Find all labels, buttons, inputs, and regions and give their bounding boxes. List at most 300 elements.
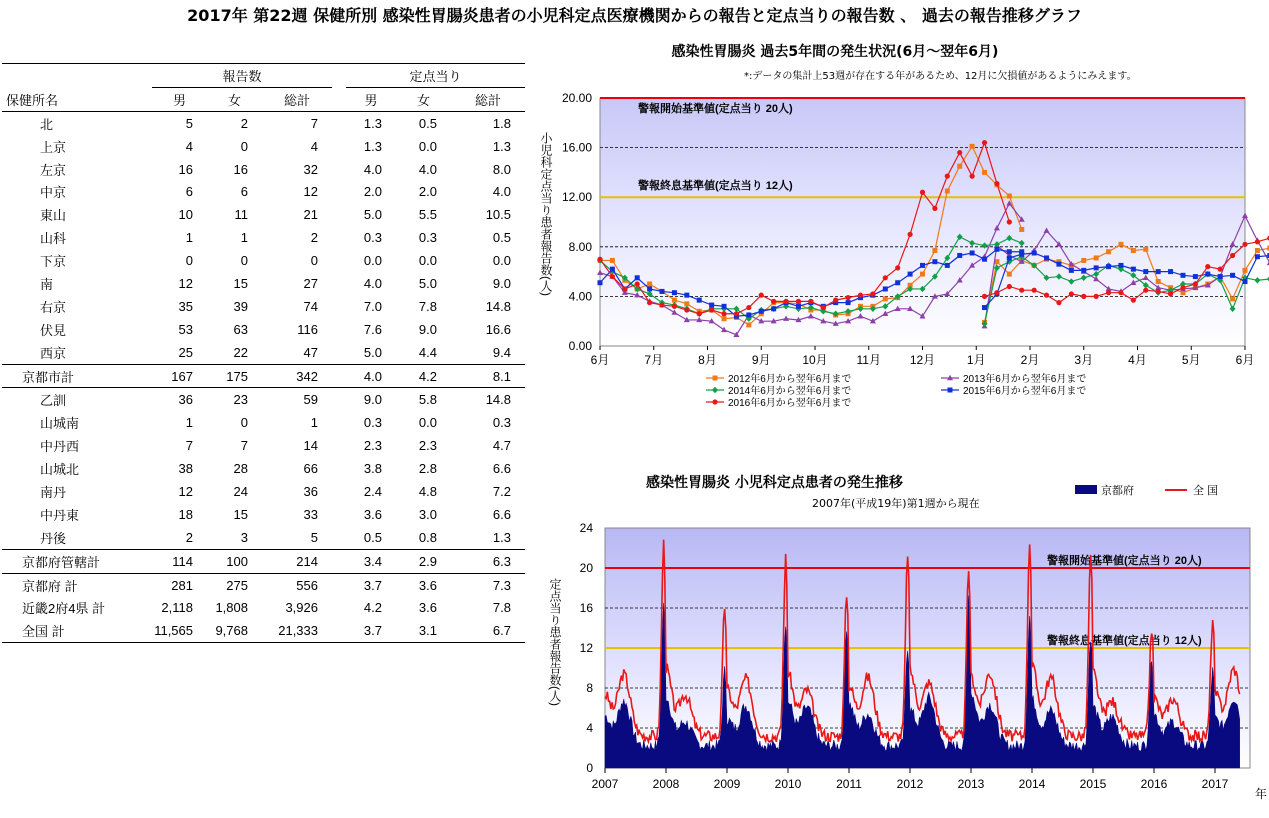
row-value-t: 21: [303, 207, 318, 223]
row-value-pf: 4.4: [418, 344, 437, 360]
row-value-pt: 0.0: [492, 253, 511, 269]
data-point: [1007, 193, 1012, 198]
x-tick-label: 2012: [896, 777, 924, 791]
data-point: [1019, 252, 1024, 257]
row-value-m: 6: [185, 184, 193, 200]
row-value-pf: 0.0: [418, 138, 437, 154]
row-value-pt: 10.5: [485, 207, 511, 223]
data-point: [1255, 248, 1260, 253]
row-value-pt: 14.8: [485, 392, 511, 408]
data-point: [746, 322, 751, 327]
data-point: [1230, 273, 1235, 278]
data-point: [1230, 253, 1235, 258]
data-point: [1094, 265, 1099, 270]
row-value-pm: 1.3: [363, 115, 382, 131]
row-name: 南丹: [40, 484, 67, 500]
row-value-m: 16: [178, 161, 193, 177]
data-point: [895, 265, 900, 270]
row-name: 右京: [40, 299, 67, 315]
legend-label: 全 国: [1193, 485, 1219, 497]
table-row: [2, 526, 525, 549]
row-value-f: 63: [233, 321, 248, 337]
data-point: [957, 253, 962, 258]
data-point: [870, 291, 875, 296]
data-point: [1118, 242, 1123, 247]
data-point: [920, 190, 925, 195]
data-point: [796, 304, 801, 309]
data-point: [647, 300, 652, 305]
row-value-pf: 0.8: [418, 529, 437, 545]
row-value-pt: 9.4: [492, 344, 511, 360]
x-tick-label: 2009: [713, 777, 741, 791]
row-value-t: 214: [296, 553, 318, 569]
row-value-m: 281: [171, 577, 193, 593]
data-point: [1106, 249, 1111, 254]
x-tick-label: 2007: [591, 777, 619, 791]
threshold-label: 警報開始基準値(定点当り 20人): [638, 103, 793, 115]
table-row: [2, 549, 525, 573]
row-value-t: 116: [297, 321, 318, 337]
row-value-t: 21,333: [278, 623, 318, 639]
y-tick-label: 16.00: [561, 140, 592, 155]
data-point: [957, 164, 962, 169]
row-name: 上京: [40, 139, 67, 155]
row-value-pf: 7.8: [418, 298, 437, 314]
row-value-f: 0: [240, 138, 248, 154]
data-point: [697, 298, 702, 303]
row-value-t: 74: [303, 298, 318, 314]
x-tick-label: 2011: [836, 777, 862, 791]
row-value-f: 24: [233, 483, 248, 499]
row-value-t: 3,926: [285, 600, 318, 616]
row-value-m: 7: [185, 438, 193, 454]
data-point: [1007, 284, 1012, 289]
row-value-t: 32: [303, 161, 318, 177]
data-point: [783, 299, 788, 304]
data-point: [1032, 288, 1037, 293]
page-title: 2017年 第22週 保健所別 感染性胃腸炎患者の小児科定点医療機関からの報告と定点当りの報告数 、 過去の報告推移グラフ: [187, 6, 1082, 25]
row-name: 中丹西: [40, 439, 80, 455]
chart1-legend: [706, 372, 1086, 409]
row-value-pm: 0.3: [363, 230, 382, 246]
data-point: [1143, 247, 1148, 252]
column-header-total: 総計: [262, 87, 332, 111]
data-point: [610, 274, 615, 279]
table-row: [2, 411, 525, 434]
row-name: 全国 計: [22, 624, 65, 640]
row-value-pm: 9.0: [363, 392, 382, 408]
legend-label: 京都府: [1101, 485, 1134, 497]
row-name: 中丹東: [40, 507, 80, 523]
x-tick-label: 2014: [1018, 777, 1046, 791]
row-value-m: 38: [178, 461, 193, 477]
data-point: [1106, 290, 1111, 295]
y-axis-label: 小児科定点当り患者報告数(人): [539, 132, 553, 296]
column-header-total-per-point: 総計: [451, 87, 525, 111]
row-name: 下京: [40, 254, 67, 270]
row-value-pm: 5.0: [363, 344, 382, 360]
y-tick-label: 24: [579, 521, 593, 535]
data-point: [684, 301, 689, 306]
chart1-five-year-comparison: [530, 88, 1269, 418]
data-point: [684, 293, 689, 298]
data-point: [1007, 249, 1012, 254]
data-point: [684, 307, 689, 312]
y-tick-label: 0.00: [568, 339, 592, 353]
data-point: [945, 174, 950, 179]
data-point: [1131, 298, 1136, 303]
row-value-pm: 3.7: [363, 623, 382, 639]
data-point: [982, 294, 987, 299]
row-value-pt: 7.2: [492, 483, 511, 499]
row-value-m: 25: [178, 344, 193, 360]
y-tick-label: 4.00: [568, 289, 592, 304]
row-value-pf: 3.6: [418, 577, 437, 593]
data-point: [635, 275, 640, 280]
row-value-t: 59: [303, 392, 318, 408]
table-row: [2, 135, 525, 158]
data-point: [994, 247, 999, 252]
data-point: [1255, 239, 1260, 244]
x-tick-label: 2015: [1079, 777, 1107, 791]
data-point: [659, 302, 664, 307]
row-value-pm: 4.0: [363, 368, 382, 384]
data-point: [635, 281, 640, 286]
row-name: 南: [40, 276, 54, 292]
row-name: 山城北: [40, 462, 80, 478]
data-point: [1007, 272, 1012, 277]
row-value-pm: 4.2: [363, 600, 382, 616]
data-point: [883, 275, 888, 280]
data-point: [846, 300, 851, 305]
row-value-pf: 4.2: [418, 368, 437, 384]
row-value-f: 7: [240, 438, 248, 454]
table-row: [2, 573, 525, 596]
row-value-f: 9,768: [215, 623, 248, 639]
data-point: [945, 263, 950, 268]
row-value-m: 12: [178, 275, 193, 291]
table-row: [2, 364, 525, 388]
data-point: [1019, 288, 1024, 293]
data-point: [1081, 268, 1086, 273]
data-point: [597, 257, 602, 262]
y-tick-label: 12: [579, 641, 593, 655]
row-name: 京都府管轄計: [22, 554, 101, 570]
x-tick-label: 2010: [774, 777, 802, 791]
row-value-pm: 5.0: [363, 207, 382, 223]
row-value-m: 4: [185, 138, 193, 154]
data-point: [712, 387, 718, 393]
data-point: [883, 296, 888, 301]
row-value-pt: 16.6: [485, 321, 511, 337]
row-value-f: 275: [226, 577, 248, 593]
table-row: [2, 318, 525, 341]
row-value-pf: 0.0: [418, 253, 437, 269]
legend-label: 2012年6月から翌年6月まで: [728, 374, 852, 385]
row-value-t: 33: [303, 506, 318, 522]
x-tick-label: 11月: [856, 353, 881, 367]
data-point: [1118, 290, 1123, 295]
y-axis-label: 定点当り患者報告数(人): [548, 578, 562, 706]
row-value-f: 6: [240, 184, 248, 200]
row-name: 丹後: [40, 530, 67, 546]
data-point: [821, 305, 826, 310]
table-row: [2, 480, 525, 503]
row-value-pf: 3.0: [418, 506, 437, 522]
data-point: [808, 299, 813, 304]
row-name: 山科: [40, 231, 67, 247]
row-value-f: 23: [233, 392, 248, 408]
row-name: 乙訓: [40, 393, 67, 409]
table-row: [2, 596, 525, 619]
data-point: [713, 376, 718, 381]
header-blank: [2, 64, 152, 88]
threshold-label: 警報終息基準値(定点当り 12人): [1047, 635, 1202, 647]
table-row: [2, 503, 525, 526]
row-value-pm: 3.7: [363, 577, 382, 593]
row-value-pf: 5.5: [418, 207, 437, 223]
data-point: [1205, 272, 1210, 277]
data-point: [982, 305, 987, 310]
data-point: [722, 304, 727, 309]
data-point: [845, 295, 850, 300]
row-value-pf: 2.3: [418, 438, 437, 454]
data-point: [833, 298, 838, 303]
data-point: [970, 174, 975, 179]
row-value-t: 14: [303, 438, 318, 454]
legend-label: 2016年6月から翌年6月まで: [728, 398, 852, 409]
chart1-note: *:データの集計上53週が存在する年があるため、12月に欠損値があるようにみえます。: [744, 71, 1137, 82]
data-point: [1180, 273, 1185, 278]
data-point: [672, 304, 677, 309]
x-tick-label: 8月: [698, 353, 717, 367]
data-point: [610, 267, 615, 272]
data-point: [948, 388, 953, 393]
row-value-pf: 2.0: [418, 184, 437, 200]
row-value-f: 2: [240, 115, 248, 131]
row-value-m: 1: [185, 230, 193, 246]
row-value-f: 28: [233, 461, 248, 477]
table-row: [2, 180, 525, 203]
data-point: [932, 248, 937, 253]
data-point: [1168, 269, 1173, 274]
data-point: [672, 290, 677, 295]
y-tick-label: 4: [586, 721, 593, 735]
data-point: [672, 298, 677, 303]
row-name: 東山: [40, 208, 67, 224]
y-tick-label: 20.00: [561, 91, 592, 105]
row-name: 京都府 計: [22, 578, 78, 594]
row-value-m: 18: [178, 506, 193, 522]
row-name: 伏見: [40, 322, 67, 338]
row-value-pm: 3.6: [363, 506, 382, 522]
data-point: [982, 170, 987, 175]
data-point: [994, 290, 999, 295]
row-value-f: 1,808: [215, 600, 248, 616]
row-value-m: 0: [185, 253, 193, 269]
row-value-f: 16: [233, 161, 248, 177]
data-point: [1069, 291, 1074, 296]
row-value-pm: 7.0: [363, 298, 382, 314]
data-point: [1081, 294, 1086, 299]
data-point: [759, 309, 764, 314]
data-point: [920, 263, 925, 268]
column-header-female-per-point: 女: [396, 87, 451, 111]
row-value-m: 11,565: [154, 623, 193, 639]
data-point: [1143, 269, 1148, 274]
data-point: [709, 303, 714, 308]
row-name: 北: [40, 116, 54, 132]
row-value-pm: 4.0: [363, 275, 382, 291]
data-point: [1156, 279, 1161, 284]
x-tick-label: 12月: [909, 353, 936, 367]
x-tick-label: 10月: [802, 353, 828, 367]
row-value-f: 15: [233, 506, 248, 522]
data-point: [1019, 227, 1024, 232]
legend-label: 2014年6月から翌年6月まで: [728, 386, 852, 397]
row-value-pm: 2.3: [363, 438, 382, 454]
data-point: [895, 280, 900, 285]
data-point: [1032, 251, 1037, 256]
data-point: [1118, 263, 1123, 268]
row-value-t: 2: [310, 230, 318, 246]
data-point: [1131, 248, 1136, 253]
data-point: [712, 399, 717, 404]
data-point: [1230, 296, 1235, 301]
table-row: [2, 272, 525, 295]
y-tick-label: 8.00: [568, 239, 592, 254]
chart1-title: 感染性胃腸炎 過去5年間の発生状況(6月～翌年6月): [671, 44, 999, 60]
data-point: [920, 272, 925, 277]
table-row: [2, 203, 525, 226]
chart2-title: 感染性胃腸炎 小児科定点患者の発生推移: [646, 475, 903, 491]
data-point: [1255, 254, 1260, 259]
data-point: [1056, 300, 1061, 305]
data-point: [1044, 293, 1049, 298]
row-value-pt: 9.0: [492, 275, 511, 291]
row-value-pf: 3.6: [418, 600, 437, 616]
data-point: [771, 306, 776, 311]
row-value-t: 12: [303, 184, 318, 200]
row-value-pm: 7.6: [363, 321, 382, 337]
row-value-m: 2,118: [161, 600, 193, 616]
data-point: [907, 232, 912, 237]
row-value-f: 3: [240, 529, 248, 545]
row-value-pt: 8.1: [492, 368, 511, 384]
data-point: [1131, 267, 1136, 272]
row-value-pt: 8.0: [492, 161, 511, 177]
y-tick-label: 8: [586, 681, 593, 695]
data-point: [722, 316, 727, 321]
x-tick-label: 3月: [1074, 353, 1094, 367]
data-point: [1156, 289, 1161, 294]
data-point: [932, 259, 937, 264]
row-name: 京都市計: [22, 369, 75, 385]
row-value-f: 0: [240, 415, 248, 431]
row-value-f: 39: [233, 298, 248, 314]
health-center-table: [2, 63, 525, 643]
data-point: [945, 189, 950, 194]
column-header-female: 女: [207, 87, 262, 111]
row-value-pf: 4.0: [418, 161, 437, 177]
row-name: 中京: [40, 185, 67, 201]
row-value-pt: 1.3: [492, 529, 511, 545]
row-value-pm: 0.0: [363, 253, 382, 269]
data-point: [970, 144, 975, 149]
row-value-f: 0: [240, 253, 248, 269]
y-tick-label: 12.00: [561, 190, 592, 205]
data-point: [796, 299, 801, 304]
row-value-m: 1: [185, 415, 193, 431]
row-value-pt: 4.7: [492, 438, 511, 454]
row-value-pt: 7.8: [492, 600, 511, 616]
row-value-t: 5: [310, 529, 318, 545]
row-value-f: 22: [233, 344, 248, 360]
threshold-label: 警報開始基準値(定点当り 20人): [1047, 555, 1202, 567]
data-point: [1254, 277, 1260, 283]
row-value-pm: 0.5: [363, 529, 382, 545]
column-header-male: 男: [152, 87, 207, 111]
data-point: [709, 307, 714, 312]
table-row: [2, 434, 525, 457]
data-point: [1243, 268, 1248, 273]
data-point: [982, 140, 987, 145]
data-point: [1007, 219, 1012, 224]
row-value-pt: 4.0: [492, 184, 511, 200]
row-value-pt: 0.5: [492, 230, 511, 246]
row-value-m: 167: [171, 368, 193, 384]
row-value-pf: 0.5: [418, 115, 437, 131]
row-value-t: 27: [303, 275, 318, 291]
data-point: [1242, 242, 1247, 247]
data-point: [647, 282, 652, 287]
data-point: [1218, 274, 1223, 279]
data-point: [647, 286, 652, 291]
row-value-m: 2: [185, 529, 193, 545]
row-value-t: 1: [310, 415, 318, 431]
y-tick-label: 16: [579, 601, 593, 615]
row-value-pt: 6.6: [492, 506, 511, 522]
data-point: [660, 289, 665, 294]
x-tick-label: 2月: [1020, 353, 1040, 367]
group-header-reports: 報告数: [152, 64, 332, 88]
row-value-pm: 2.4: [363, 483, 382, 499]
row-value-m: 35: [178, 298, 193, 314]
data-point: [1143, 288, 1148, 293]
row-value-pf: 5.0: [418, 275, 437, 291]
data-point: [1218, 267, 1223, 272]
row-value-pf: 0.3: [418, 230, 437, 246]
group-header-per-point: 定点当り: [346, 64, 525, 88]
row-name: 左京: [40, 162, 67, 178]
data-point: [970, 251, 975, 256]
data-point: [598, 280, 603, 285]
data-point: [1193, 281, 1198, 286]
row-value-f: 1: [240, 230, 248, 246]
data-point: [721, 311, 726, 316]
data-point: [1180, 285, 1185, 290]
data-point: [734, 311, 739, 316]
table-row: [2, 295, 525, 318]
y-tick-label: 0: [586, 761, 593, 775]
data-point: [858, 293, 863, 298]
row-value-f: 175: [226, 368, 248, 384]
row-value-t: 36: [303, 483, 318, 499]
x-tick-label: 2013: [957, 777, 985, 791]
table-body: [2, 111, 525, 642]
x-tick-label: 2008: [652, 777, 680, 791]
row-value-f: 100: [226, 553, 248, 569]
